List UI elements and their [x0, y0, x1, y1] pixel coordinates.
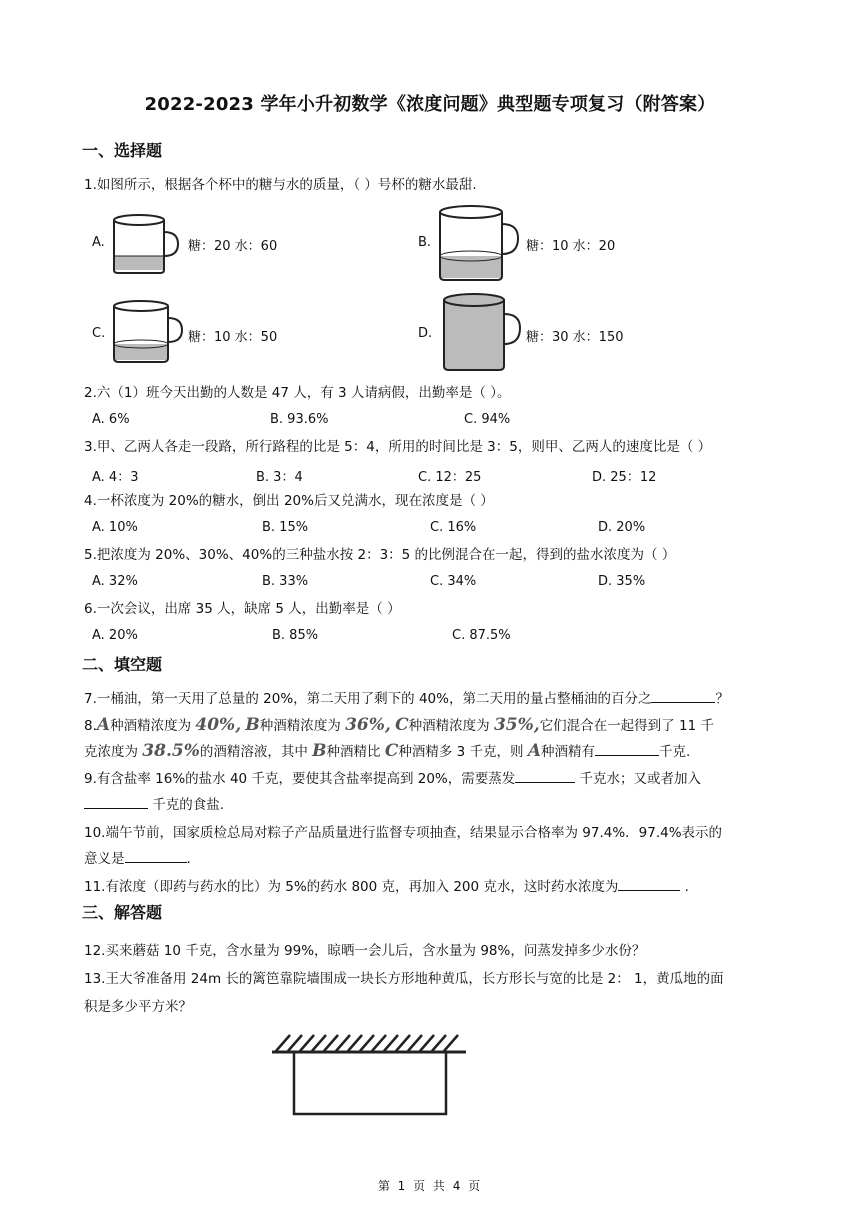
q2-option-b: B. 93.6%: [270, 412, 329, 427]
q8-letter-b: B: [245, 715, 260, 735]
q8-text-a: 种酒精浓度为: [110, 718, 196, 734]
q8-letter-c: C: [395, 715, 409, 735]
question-13-line-2: 积是多少平方米？: [84, 999, 192, 1015]
q8-val-35: 35%,: [493, 715, 540, 735]
q8-val-385: 38.5%: [142, 741, 200, 761]
cup-b-icon: [436, 200, 522, 284]
q9-text: 9.有含盐率 16%的盐水 40 千克，要使其含盐率提高到 20%，需要蒸发: [84, 771, 516, 787]
cup-d-icon: [440, 290, 524, 374]
q4-option-b: B. 15%: [262, 520, 309, 535]
q10-line2: 意义是: [84, 851, 125, 867]
cup-c-icon: [110, 296, 186, 366]
q8-line2-d: 种酒精多 3 千克，则: [398, 744, 528, 760]
question-6: 6.一次会议，出席 35 人，缺席 5 人，出勤率是（ ）: [84, 601, 401, 617]
q4-option-d: D. 20%: [598, 520, 646, 535]
q8-text-c: 种酒精浓度为: [408, 718, 494, 734]
question-13: 13.王大爷准备用 24m 长的篱笆靠院墙围成一块长方形地种黄瓜，长方形长与宽的比是 2： 1，黄瓜地的面: [84, 971, 724, 987]
cup-b-label: 糖：10 水：20: [526, 239, 616, 254]
section-heading-choice: 一、选择题: [82, 141, 163, 160]
fence-wall-figure: [270, 1032, 470, 1122]
section-heading-solve: 三、解答题: [82, 903, 163, 922]
question-5: 5.把浓度为 20%、30%、40%的三种盐水按 2：3：5 的比例混合在一起，得到的盐水浓度为（ ）: [84, 547, 676, 563]
question-3: 3.甲、乙两人各走一段路，所行路程的比是 5：4，所用的时间比是 3：5，则甲、乙两人的速度比是（ ）: [84, 439, 712, 455]
cup-a-label: 糖：20 水：60: [188, 239, 278, 254]
q8-text-b: 种酒精浓度为: [259, 718, 346, 734]
section-heading-fill: 二、填空题: [82, 655, 163, 674]
q8-val-40: 40%,: [195, 715, 242, 735]
q7-tail: ？: [715, 691, 729, 707]
question-10-line-2: [84, 846, 790, 872]
q5-option-b: B. 33%: [262, 574, 309, 589]
q8-line2-b: 的酒精溶液，其中: [199, 744, 313, 760]
q10-blank[interactable]: [125, 848, 187, 863]
q8-num: 8.: [84, 718, 97, 734]
q9-blank-1[interactable]: [515, 768, 575, 783]
q2-option-c: C. 94%: [464, 412, 511, 427]
cup-a-icon: [110, 210, 182, 276]
q3-option-b: B. 3：4: [256, 470, 303, 485]
cup-d-label: 糖：30 水：150: [526, 330, 624, 345]
q4-option-c: C. 16%: [430, 520, 477, 535]
question-7: [84, 686, 790, 712]
q8-line2-f: 千克.: [659, 744, 691, 760]
q8-text-d: 它们混合在一起得到了 11 千: [539, 718, 714, 734]
q7-blank[interactable]: [651, 688, 715, 703]
q2-option-a: A. 6%: [92, 412, 130, 427]
q9-line2: 千克的食盐.: [148, 797, 225, 813]
cup-c-label: 糖：10 水：50: [188, 330, 278, 345]
cup-b-letter: B.: [418, 235, 432, 250]
q8-letter-c2: C: [384, 741, 399, 761]
question-9-line-2: [84, 792, 790, 818]
q7-text: 7.一桶油，第一天用了总量的 20%，第二天用了剩下的 40%，第二天用的量占整桶油的百分之: [84, 691, 652, 707]
q11-text: 11.有浓度（即药与药水的比）为 5%的药水 800 克，再加入 200 克水，这时药水浓度为: [84, 879, 619, 895]
page-title: 2022-2023 学年小升初数学《浓度问题》典型题专项复习（附答案）: [144, 94, 716, 115]
q5-option-a: A. 32%: [92, 574, 138, 589]
q6-option-a: A. 20%: [92, 628, 138, 643]
cup-d-letter: D.: [418, 326, 433, 341]
q6-option-c: C. 87.5%: [452, 628, 511, 643]
q8-blank[interactable]: [595, 741, 659, 756]
q11-blank[interactable]: [618, 876, 680, 891]
q9-mid: 千克水；又或者加入: [575, 771, 702, 787]
page-footer: 第 1 页 共 4 页: [377, 1179, 483, 1193]
q5-option-d: D. 35%: [598, 574, 646, 589]
q3-option-a: A. 4：3: [92, 470, 139, 485]
q8-line2-c: 种酒精比: [326, 744, 385, 760]
q3-option-d: D. 25：12: [592, 470, 657, 485]
question-2: 2.六（1）班今天出勤的人数是 47 人，有 3 人请病假，出勤率是（ ）。: [84, 385, 511, 401]
question-4: 4.一杯浓度为 20%的糖水，倒出 20%后又兑满水，现在浓度是（ ）: [84, 493, 494, 509]
q6-option-b: B. 85%: [272, 628, 319, 643]
q10-tail: .: [186, 851, 191, 867]
q4-option-a: A. 10%: [92, 520, 138, 535]
question-1: 1.如图所示，根据各个杯中的糖与水的质量，（ ）号杯的糖水最甜.: [84, 177, 477, 193]
q8-val-36: 36%,: [345, 715, 391, 735]
question-9: [84, 766, 790, 792]
q8-letter-a: A: [96, 715, 111, 735]
question-8-line-2: [84, 738, 790, 765]
q8-line2-e: 种酒精有: [541, 744, 596, 760]
q8-line2-a: 克浓度为: [84, 744, 143, 760]
question-8: [84, 712, 790, 739]
q11-tail: .: [680, 879, 689, 895]
question-11: [84, 874, 790, 900]
cup-a-letter: A.: [92, 235, 105, 250]
q8-letter-a2: A: [527, 741, 542, 761]
q8-letter-b2: B: [312, 741, 327, 761]
question-10: 10.端午节前，国家质检总局对粽子产品质量进行监督专项抽查，结果显示合格率为 97.4%．97.4%表示的: [84, 825, 723, 841]
q3-option-c: C. 12：25: [418, 470, 482, 485]
q9-blank-2[interactable]: [84, 794, 148, 809]
cup-c-letter: C.: [92, 326, 106, 341]
q5-option-c: C. 34%: [430, 574, 477, 589]
question-12: 12.买来蘑菇 10 千克，含水量为 99%，晾晒一会儿后，含水量为 98%，问蒸发掉多少水份？: [84, 943, 646, 959]
